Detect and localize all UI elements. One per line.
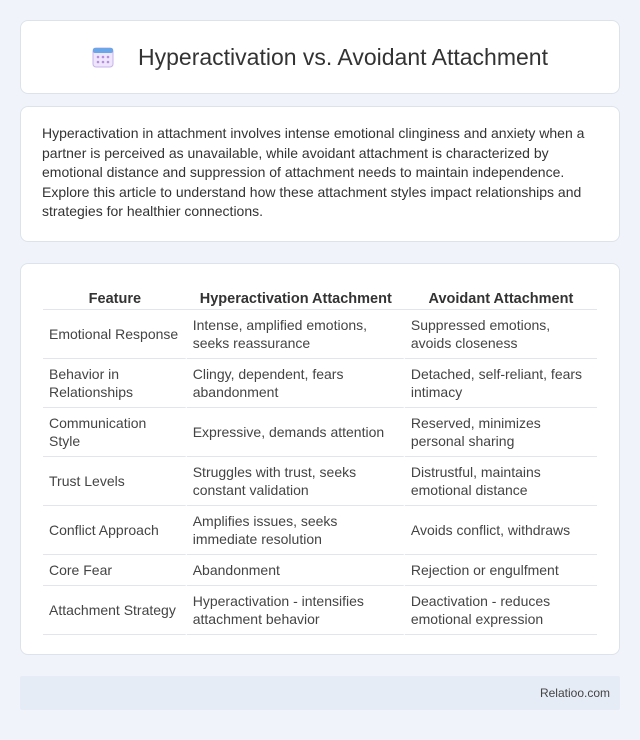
- intro-text: Hyperactivation in attachment involves intense emotional clinginess and anxiety when a partner is perceived as unavailable, while avoidant attachment is characterized by emotional distance and suppression of attachment needs to maintain independence. Explore this article to understand how these attachment styles impact relationships and strategies for healthier connections.: [42, 125, 585, 219]
- row-hyperactivation: Abandonment: [187, 555, 405, 586]
- table-row: [43, 310, 597, 359]
- comparison-table-card: [20, 263, 620, 655]
- row-avoidant: Detached, self-reliant, fears intimacy: [405, 359, 597, 408]
- row-hyperactivation: Expressive, demands attention: [187, 408, 405, 457]
- page-title: Hyperactivation vs. Avoidant Attachment: [138, 43, 548, 70]
- table-row: [43, 586, 597, 635]
- table-row: [43, 457, 597, 506]
- footer-brand: Relatioo.com: [539, 686, 610, 700]
- row-hyperactivation: Hyperactivation - intensifies attachment behavior: [187, 586, 405, 635]
- intro-card: [20, 106, 620, 242]
- row-feature: Attachment Strategy: [43, 586, 187, 635]
- calendar-icon: [92, 46, 114, 68]
- header-feature: Feature: [43, 284, 187, 310]
- table-row: [43, 506, 597, 555]
- row-feature: Communication Style: [43, 408, 187, 457]
- row-avoidant: Avoids conflict, withdraws: [405, 506, 597, 555]
- row-hyperactivation: Struggles with trust, seeks constant validation: [187, 457, 405, 506]
- row-hyperactivation: Amplifies issues, seeks immediate resolution: [187, 506, 405, 555]
- table-row: [43, 555, 597, 586]
- table-row: [43, 408, 597, 457]
- row-avoidant: Suppressed emotions, avoids closeness: [405, 310, 597, 359]
- row-avoidant: Distrustful, maintains emotional distance: [405, 457, 597, 506]
- row-feature: Trust Levels: [43, 457, 187, 506]
- table-row: [43, 359, 597, 408]
- comparison-table: [43, 284, 597, 635]
- header-avoidant: Avoidant Attachment: [405, 284, 597, 310]
- row-avoidant: Rejection or engulfment: [405, 555, 597, 586]
- footer: [20, 676, 620, 710]
- row-feature: Core Fear: [43, 555, 187, 586]
- row-hyperactivation: Intense, amplified emotions, seeks reassurance: [187, 310, 405, 359]
- row-feature: Behavior in Relationships: [43, 359, 187, 408]
- row-avoidant: Reserved, minimizes personal sharing: [405, 408, 597, 457]
- header-card: [20, 20, 620, 94]
- table-header-row: [43, 284, 597, 310]
- row-hyperactivation: Clingy, dependent, fears abandonment: [187, 359, 405, 408]
- row-feature: Emotional Response: [43, 310, 187, 359]
- header-hyperactivation: Hyperactivation Attachment: [187, 284, 405, 310]
- row-feature: Conflict Approach: [43, 506, 187, 555]
- row-avoidant: Deactivation - reduces emotional expression: [405, 586, 597, 635]
